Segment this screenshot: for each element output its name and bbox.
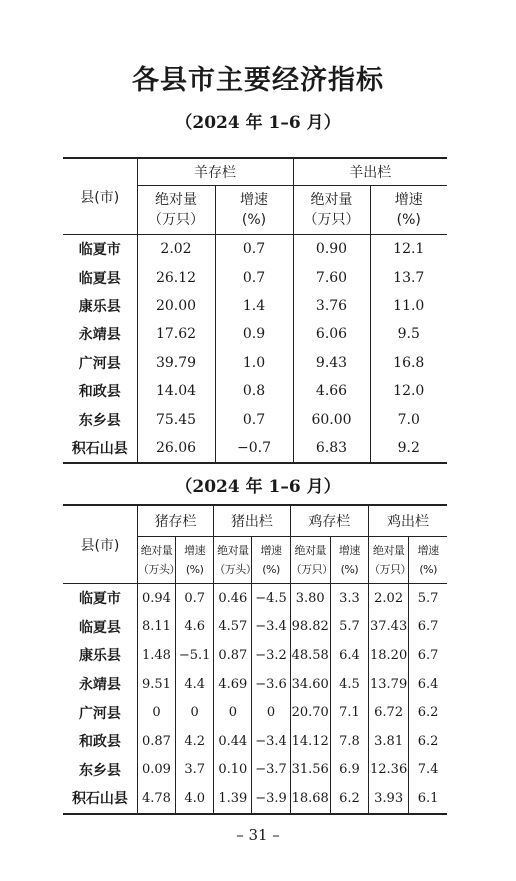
column-header: 绝对量 （万只） [369, 537, 409, 584]
table-cell: 26.06 [137, 434, 215, 463]
table-cell: 0 [176, 698, 214, 727]
table-row [63, 698, 447, 727]
page-number: – 31 – [236, 826, 280, 844]
table-cell: −4.5 [252, 584, 290, 613]
column-header: 增速 (%) [409, 537, 447, 584]
county-name: 东乡县 [78, 762, 121, 779]
table-cell: 4.78 [137, 784, 175, 814]
table-cell: 1.48 [137, 641, 175, 670]
table-cell: 4.2 [176, 727, 214, 756]
table-row [63, 756, 447, 785]
table-cell: 6.72 [369, 698, 409, 727]
table-cell: 26.12 [137, 263, 215, 291]
table-cell: 0.44 [214, 727, 252, 756]
table-cell: 6.7 [409, 613, 447, 642]
table-cell: 8.11 [137, 613, 175, 642]
table-cell: 4.6 [176, 613, 214, 642]
county-name: 临夏市 [78, 591, 121, 608]
table-cell: −3.7 [252, 756, 290, 785]
table-cell: 4.57 [214, 613, 252, 642]
county-name: 广河县 [78, 355, 121, 372]
table-cell: 7.60 [293, 263, 370, 291]
table-cell: 0.09 [137, 756, 175, 785]
table-cell: 0 [137, 698, 175, 727]
table-row [63, 670, 447, 699]
table-cell: 16.8 [370, 349, 447, 377]
table-cell: 12.1 [370, 235, 447, 264]
table-cell: 11.0 [370, 292, 447, 320]
table-cell: 0.7 [176, 584, 214, 613]
group-header: 羊出栏 [293, 158, 447, 186]
table-cell: 0.46 [214, 584, 252, 613]
table-cell: −5.1 [176, 641, 214, 670]
table-cell: 60.00 [293, 405, 370, 433]
table-cell: 1.0 [215, 349, 293, 377]
table-cell: 4.0 [176, 784, 214, 814]
table-cell: −3.2 [252, 641, 290, 670]
period-subtitle: （2024 年 1–6 月） [175, 477, 341, 497]
county-name: 永靖县 [78, 677, 121, 694]
table-cell: −0.7 [215, 434, 293, 463]
page-title: 各县市主要经济指标 [132, 65, 384, 96]
table-cell: 4.4 [176, 670, 214, 699]
table-cell: −3.4 [252, 727, 290, 756]
table-cell: 34.60 [290, 670, 330, 699]
table-cell: 0.8 [215, 377, 293, 405]
table-row [63, 641, 447, 670]
table-cell: 48.58 [290, 641, 330, 670]
column-header: 绝对量 （万头） [137, 537, 175, 584]
group-header: 鸡出栏 [369, 505, 447, 537]
table-cell: 14.12 [290, 727, 330, 756]
table-cell: 98.82 [290, 613, 330, 642]
table-row [63, 405, 447, 433]
table-cell: 0 [252, 698, 290, 727]
table-cell: 18.68 [290, 784, 330, 814]
table-cell: 0.7 [215, 405, 293, 433]
period-subtitle: （2024 年 1–6 月） [175, 113, 341, 133]
table-cell: 12.0 [370, 377, 447, 405]
table-row [63, 784, 447, 814]
table-cell: 0 [214, 698, 252, 727]
table-cell: 9.5 [370, 320, 447, 348]
table-cell: 18.20 [369, 641, 409, 670]
table-cell: 7.8 [330, 727, 368, 756]
pig-chicken-table [63, 504, 447, 815]
county-name: 永靖县 [78, 327, 121, 344]
column-header: 绝对量 （万只） [293, 186, 370, 235]
table-cell: 0.7 [215, 235, 293, 264]
table-cell: 9.51 [137, 670, 175, 699]
table-cell: 20.00 [137, 292, 215, 320]
group-header: 鸡存栏 [290, 505, 368, 537]
table-cell: 4.69 [214, 670, 252, 699]
table-cell: 3.7 [176, 756, 214, 785]
sheep-table [63, 157, 447, 464]
table-cell: 4.5 [330, 670, 368, 699]
table-cell: 7.1 [330, 698, 368, 727]
table-cell: 7.0 [370, 405, 447, 433]
table-row [63, 263, 447, 291]
column-header: 增速 (%) [176, 537, 214, 584]
table-row [63, 377, 447, 405]
table-row [63, 349, 447, 377]
sheep-table-body [63, 235, 447, 464]
table-cell: 6.06 [293, 320, 370, 348]
table-cell: 13.7 [370, 263, 447, 291]
table-cell: −3.4 [252, 613, 290, 642]
table-cell: 7.4 [409, 756, 447, 785]
table-cell: 6.2 [330, 784, 368, 814]
table-cell: −3.6 [252, 670, 290, 699]
county-name: 广河县 [78, 705, 121, 722]
county-column-header: 县(市) [63, 158, 137, 235]
table-cell: 0.10 [214, 756, 252, 785]
table-cell: 6.4 [409, 670, 447, 699]
group-header: 猪存栏 [137, 505, 213, 537]
county-name: 东乡县 [78, 412, 121, 429]
column-header: 增速 (%) [215, 186, 293, 235]
table-cell: 9.43 [293, 349, 370, 377]
county-name: 和政县 [78, 384, 121, 401]
table-cell: 3.80 [290, 584, 330, 613]
table-cell: 6.1 [409, 784, 447, 814]
table-cell: 20.70 [290, 698, 330, 727]
table-cell: 9.2 [370, 434, 447, 463]
county-name: 康乐县 [78, 298, 121, 315]
table-row [63, 235, 447, 264]
column-header: 增速 (%) [370, 186, 447, 235]
table-cell: 75.45 [137, 405, 215, 433]
table-row [63, 584, 447, 613]
county-column-header: 县(市) [63, 505, 137, 584]
table-cell: 3.81 [369, 727, 409, 756]
table-cell: 6.9 [330, 756, 368, 785]
table-cell: 6.7 [409, 641, 447, 670]
table-cell: 4.66 [293, 377, 370, 405]
group-header: 羊存栏 [137, 158, 293, 186]
table-cell: 0.87 [137, 727, 175, 756]
table-cell: 5.7 [330, 613, 368, 642]
table-row [63, 727, 447, 756]
table-cell: 0.7 [215, 263, 293, 291]
table-cell: 39.79 [137, 349, 215, 377]
column-header: 绝对量 （万只） [290, 537, 330, 584]
table-cell: 13.79 [369, 670, 409, 699]
table-cell: 5.7 [409, 584, 447, 613]
table-cell: 6.4 [330, 641, 368, 670]
county-name: 积石山县 [71, 791, 128, 808]
table-cell: 6.2 [409, 698, 447, 727]
table-cell: 0.9 [215, 320, 293, 348]
table-cell: 14.04 [137, 377, 215, 405]
table-cell: 1.39 [214, 784, 252, 814]
table-cell: 1.4 [215, 292, 293, 320]
table-cell: 3.76 [293, 292, 370, 320]
table-row [63, 613, 447, 642]
table-cell: 12.36 [369, 756, 409, 785]
table-cell: 17.62 [137, 320, 215, 348]
table-cell: 2.02 [369, 584, 409, 613]
table-row [63, 292, 447, 320]
county-name: 临夏市 [78, 242, 121, 259]
county-name: 临夏县 [78, 270, 121, 287]
table-row [63, 320, 447, 348]
column-header: 增速 (%) [252, 537, 290, 584]
table-cell: −3.9 [252, 784, 290, 814]
table-cell: 6.2 [409, 727, 447, 756]
county-name: 康乐县 [78, 648, 121, 665]
table-cell: 3.3 [330, 584, 368, 613]
table-cell: 6.83 [293, 434, 370, 463]
table-cell: 31.56 [290, 756, 330, 785]
column-header: 绝对量 （万只） [137, 186, 215, 235]
table-cell: 0.90 [293, 235, 370, 264]
column-header: 增速 (%) [330, 537, 368, 584]
table-cell: 0.87 [214, 641, 252, 670]
county-name: 临夏县 [78, 619, 121, 636]
table-cell: 2.02 [137, 235, 215, 264]
county-name: 积石山县 [71, 440, 128, 457]
table-cell: 3.93 [369, 784, 409, 814]
county-name: 和政县 [78, 734, 121, 751]
table-row [63, 434, 447, 463]
table-cell: 0.94 [137, 584, 175, 613]
column-header: 绝对量 （万头） [214, 537, 252, 584]
group-header: 猪出栏 [214, 505, 290, 537]
table-cell: 37.43 [369, 613, 409, 642]
pig-chicken-table-body [63, 584, 447, 814]
